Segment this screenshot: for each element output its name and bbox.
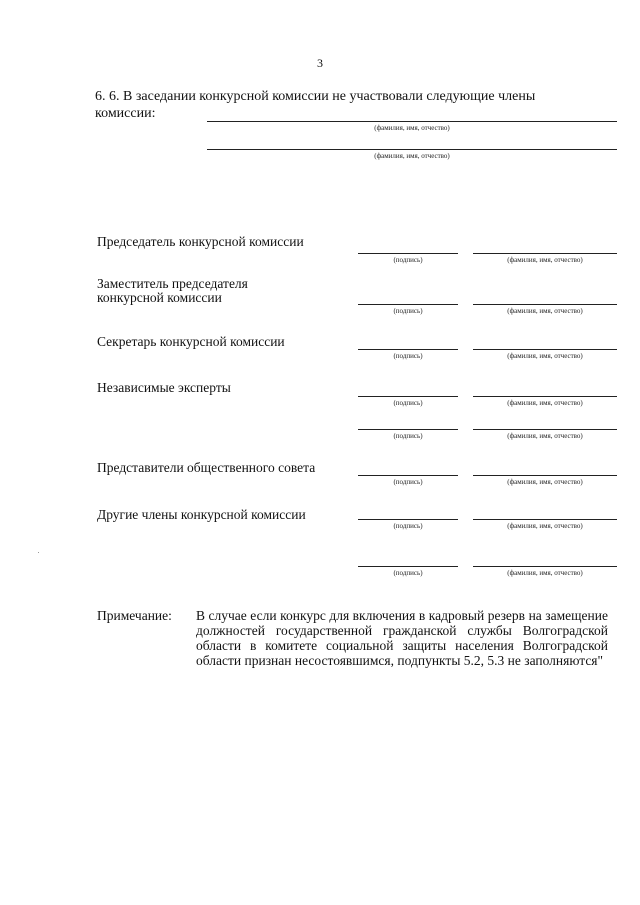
signature-caption: (подпись)	[393, 307, 423, 315]
role-experts: Независимые эксперты	[97, 380, 231, 395]
absent-member-caption-1: (фамилия, имя, отчество)	[374, 124, 450, 132]
signature-caption: (подпись)	[393, 522, 423, 530]
signature-line	[358, 475, 458, 476]
section-6-6-text: 6. 6. В заседании конкурсной комиссии не участвовали следующие члены	[95, 89, 536, 104]
signature-line	[358, 519, 458, 520]
fio-line	[473, 566, 617, 567]
note-text: В случае если конкурс для включения в кадровый резерв на замещение должностей государственной гражданской службы Волгоградской области в комитете социальной защиты населения Волгоградской области признан несостоявшимся, подпункты 5.2, 5.3 не заполняются"	[196, 608, 608, 668]
scan-speck	[38, 552, 39, 553]
fio-line	[473, 253, 617, 254]
fio-caption: (фамилия, имя, отчество)	[507, 399, 583, 407]
role-secretary: Секретарь конкурсной комиссии	[97, 334, 285, 349]
role-deputy-line1: Заместитель председателя	[97, 276, 248, 291]
signature-line	[358, 304, 458, 305]
signature-caption: (подпись)	[393, 256, 423, 264]
signature-line	[358, 253, 458, 254]
fio-line	[473, 429, 617, 430]
signature-line	[358, 349, 458, 350]
signature-caption: (подпись)	[393, 569, 423, 577]
signature-line	[358, 566, 458, 567]
fio-caption: (фамилия, имя, отчество)	[507, 256, 583, 264]
role-chairman: Председатель конкурсной комиссии	[97, 234, 304, 249]
fio-caption: (фамилия, имя, отчество)	[507, 522, 583, 530]
role-other-members: Другие члены конкурсной комиссии	[97, 507, 306, 522]
signature-caption: (подпись)	[393, 478, 423, 486]
signature-caption: (подпись)	[393, 432, 423, 440]
fio-caption: (фамилия, имя, отчество)	[507, 307, 583, 315]
fio-caption: (фамилия, имя, отчество)	[507, 569, 583, 577]
role-public-council: Представители общественного совета	[97, 460, 316, 475]
role-deputy-line2: конкурсной комиссии	[97, 290, 222, 305]
fio-caption: (фамилия, имя, отчество)	[507, 478, 583, 486]
fio-line	[473, 396, 617, 397]
page-number: 3	[317, 56, 323, 70]
section-6-6-text-continued: комиссии:	[95, 106, 156, 121]
signature-caption: (подпись)	[393, 352, 423, 360]
signature-caption: (подпись)	[393, 399, 423, 407]
fio-caption: (фамилия, имя, отчество)	[507, 432, 583, 440]
fio-line	[473, 475, 617, 476]
signature-line	[358, 429, 458, 430]
fio-line	[473, 349, 617, 350]
note-label: Примечание:	[97, 608, 172, 623]
fio-line	[473, 519, 617, 520]
fio-line	[473, 304, 617, 305]
absent-member-caption-2: (фамилия, имя, отчество)	[374, 152, 450, 160]
absent-member-line-1	[207, 121, 617, 122]
absent-member-line-2	[207, 149, 617, 150]
signature-line	[358, 396, 458, 397]
fio-caption: (фамилия, имя, отчество)	[507, 352, 583, 360]
